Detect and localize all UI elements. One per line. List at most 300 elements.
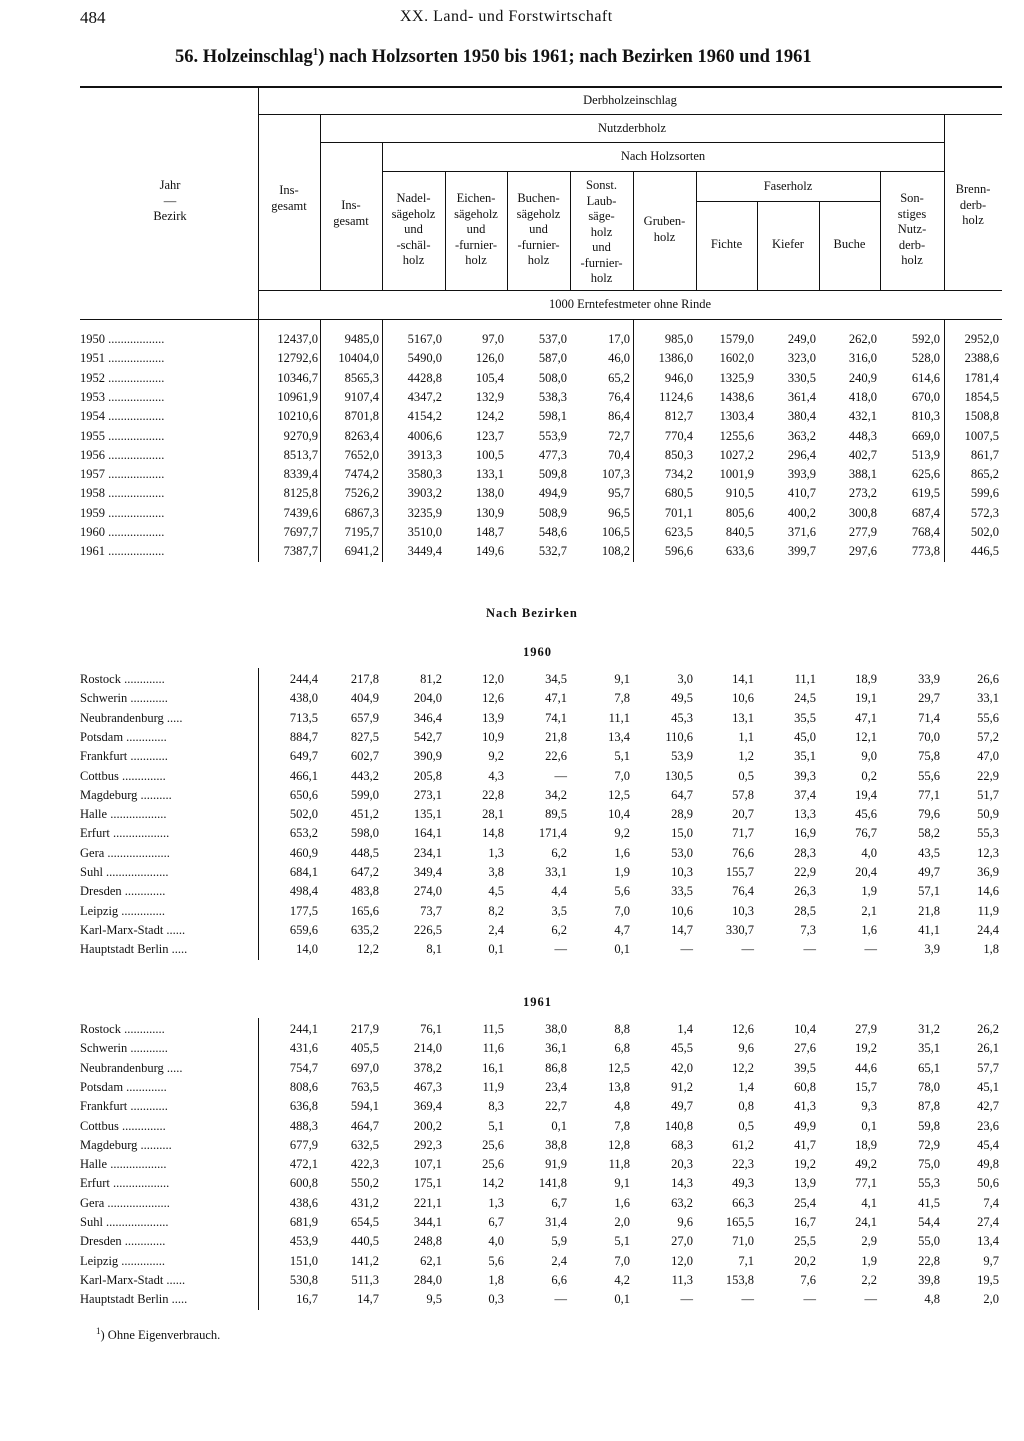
year-cell: 10210,6 (277, 409, 318, 424)
year-cell: 7387,7 (283, 544, 318, 559)
district-cell: 24,5 (794, 691, 816, 706)
year-row (80, 542, 1002, 561)
year-cell: 108,2 (601, 544, 630, 559)
district-cell: 49,3 (732, 1176, 754, 1191)
year-row-label: 1951 .................. (80, 351, 165, 366)
district-cell: 76,1 (420, 1022, 442, 1036)
district-cell: 12,0 (671, 1253, 693, 1268)
district-cell: 9,3 (861, 1099, 877, 1114)
district-cell: 7,1 (738, 1253, 754, 1268)
district-cell: 24,1 (855, 1215, 877, 1229)
district-cell: 26,3 (794, 884, 816, 899)
year-cell: 297,6 (848, 544, 877, 559)
district-cell: 542,7 (413, 729, 442, 744)
year-cell: 133,1 (475, 467, 504, 482)
district-row (80, 689, 1002, 708)
district-row-label: Hauptstadt Berlin ..... (80, 942, 188, 957)
district-cell: 205,8 (413, 768, 442, 783)
district-row-label: Schwerin ............ (80, 1041, 168, 1056)
district-cell: 53,9 (671, 749, 693, 764)
district-row-label: Gera .................... (80, 845, 170, 860)
year-cell: 553,9 (538, 428, 567, 443)
district-cell: 7,0 (614, 768, 630, 783)
district-cell: 78,0 (918, 1079, 940, 1094)
district-cell: 36,9 (977, 865, 999, 879)
district-cell: 0,8 (738, 1099, 754, 1114)
district-row (80, 786, 1002, 805)
district-cell: 9,1 (614, 1176, 630, 1191)
year-cell: 1602,0 (719, 351, 754, 366)
district-cell: 827,5 (350, 729, 379, 744)
district-row (80, 1097, 1002, 1116)
year-row (80, 427, 1002, 446)
district-cell: 653,2 (289, 826, 318, 841)
district-cell: 0,3 (488, 1292, 504, 1307)
district-cell: 697,0 (350, 1060, 379, 1075)
district-cell: 26,1 (977, 1041, 999, 1056)
district-cell: 22,7 (545, 1099, 567, 1114)
district-cell: 9,2 (488, 749, 504, 764)
district-cell: 26,6 (977, 672, 999, 686)
district-cell: 21,8 (545, 729, 567, 744)
year-cell: 810,3 (911, 409, 940, 424)
district-cell: — (803, 1292, 816, 1307)
district-row (80, 1194, 1002, 1213)
district-cell: 14,6 (977, 884, 999, 899)
district-cell: 6,2 (551, 922, 567, 937)
year-row (80, 523, 1002, 542)
district-cell: 204,0 (413, 691, 442, 706)
district-row-label: Cottbus .............. (80, 1118, 166, 1133)
district-cell: 39,8 (918, 1272, 940, 1287)
year-cell: 316,0 (848, 351, 877, 366)
year-cell: 8263,4 (344, 428, 379, 443)
district-cell: 72,9 (918, 1137, 940, 1152)
year-cell: 107,3 (601, 467, 630, 482)
district-cell: 464,7 (350, 1118, 379, 1133)
district-cell: 39,5 (794, 1060, 816, 1075)
district-row-label: Leipzig .............. (80, 903, 166, 918)
year-cell: 538,3 (538, 389, 567, 404)
district-cell: 43,5 (918, 845, 940, 860)
year-cell: 7697,7 (283, 525, 318, 539)
district-cell: 14,8 (482, 826, 504, 841)
district-cell: 45,6 (855, 807, 877, 822)
district-cell: 59,8 (918, 1118, 940, 1133)
district-cell: 165,6 (350, 903, 379, 918)
year-cell: 1325,9 (719, 370, 754, 385)
year-cell: 7195,7 (344, 525, 379, 539)
district-cell: 22,8 (482, 787, 504, 802)
district-cell: 22,3 (732, 1157, 754, 1172)
district-cell: 10,3 (671, 865, 693, 879)
col-header-buche: Buche (833, 237, 866, 251)
district-cell: 0,1 (614, 942, 630, 957)
district-cell: 1,3 (488, 845, 504, 860)
year-cell: 323,0 (787, 351, 816, 366)
district-cell: 8,8 (614, 1022, 630, 1036)
district-cell: 11,8 (608, 1157, 630, 1172)
year-cell: 8125,8 (283, 486, 318, 501)
year-cell: 701,1 (664, 505, 693, 520)
district-cell: 34,5 (545, 672, 567, 686)
year-cell: 277,9 (848, 525, 877, 539)
district-cell: 63,2 (671, 1195, 693, 1210)
district-cell: 61,2 (732, 1137, 754, 1152)
district-cell: 273,1 (413, 787, 442, 802)
district-cell: 7,8 (614, 691, 630, 706)
year-cell: 509,8 (538, 467, 567, 482)
district-cell: 20,3 (671, 1157, 693, 1172)
district-cell: 11,5 (482, 1022, 504, 1036)
district-cell: 81,2 (420, 672, 442, 686)
year-cell: 3235,9 (407, 505, 442, 520)
year-cell: 149,6 (475, 544, 504, 559)
district-cell: 13,8 (608, 1079, 630, 1094)
district-cell: 27,0 (671, 1234, 693, 1249)
district-cell: 598,0 (350, 826, 379, 841)
year-cell: 1854,5 (964, 389, 999, 404)
district-cell: 659,6 (289, 922, 318, 937)
district-row (80, 1039, 1002, 1058)
district-cell: 16,7 (794, 1215, 816, 1229)
district-cell: 2,0 (614, 1215, 630, 1229)
year-cell: 812,7 (664, 409, 693, 424)
district-cell: 55,3 (977, 826, 999, 841)
district-cell: 45,5 (671, 1041, 693, 1056)
year-row (80, 388, 1002, 407)
district-cell: 11,3 (671, 1272, 693, 1287)
table-title (175, 46, 812, 68)
district-cell: 28,3 (794, 845, 816, 860)
footnote-ref: 1 (312, 46, 319, 58)
district-cell: 677,9 (289, 1137, 318, 1152)
district-cell: 0,1 (614, 1292, 630, 1307)
district-cell: 12,6 (732, 1022, 754, 1036)
district-cell: 684,1 (289, 865, 318, 879)
district-cell: 438,6 (289, 1195, 318, 1210)
district-cell: 68,3 (671, 1137, 693, 1152)
district-cell: 6,7 (551, 1195, 567, 1210)
year-cell: 124,2 (475, 409, 504, 424)
district-cell: 31,4 (545, 1215, 567, 1229)
year-cell: 861,7 (970, 447, 999, 462)
district-cell: 65,1 (918, 1060, 940, 1075)
year-cell: 4006,6 (407, 428, 442, 443)
district-cell: 28,1 (482, 807, 504, 822)
district-row (80, 882, 1002, 901)
year-cell: 130,9 (475, 505, 504, 520)
district-cell: 66,3 (732, 1195, 754, 1210)
district-cell: 45,3 (671, 710, 693, 725)
year-cell: 448,3 (848, 428, 877, 443)
district-cell: 71,7 (732, 826, 754, 841)
year-cell: 12437,0 (277, 332, 318, 346)
district-cell: 20,4 (855, 865, 877, 879)
year-cell: 1001,9 (719, 467, 754, 482)
district-row-label: Rostock ............. (80, 672, 165, 686)
header-nach-holzsorten: Nach Holzsorten (620, 149, 706, 163)
year-row-label: 1955 .................. (80, 428, 165, 443)
district-cell: 49,9 (794, 1118, 816, 1133)
district-row (80, 1290, 1002, 1309)
district-cell: — (864, 1292, 877, 1307)
year-cell: 1508,8 (964, 409, 999, 424)
year-cell: 7474,2 (344, 467, 379, 482)
district-cell: 55,6 (977, 710, 999, 725)
district-cell: 91,2 (671, 1079, 693, 1094)
district-cell: 6,8 (614, 1041, 630, 1056)
district-row (80, 670, 1002, 689)
district-cell: 431,6 (289, 1041, 318, 1056)
district-cell: 19,4 (855, 787, 877, 802)
year-cell: 494,9 (538, 486, 567, 501)
col-header-buchensaegeholz: Buchen- sägeholz und -furnier- holz (516, 191, 561, 267)
district-cell: 45,1 (977, 1079, 999, 1094)
district-cell: 12,0 (482, 672, 504, 686)
district-cell: 502,0 (289, 807, 318, 822)
year-cell: 7439,6 (283, 505, 318, 520)
year-cell: 477,3 (538, 447, 567, 462)
year-row-label: 1956 .................. (80, 447, 165, 462)
district-cell: 141,2 (350, 1253, 379, 1268)
district-row-label: Magdeburg .......... (80, 787, 172, 802)
district-row-label: Schwerin ............ (80, 691, 168, 706)
district-cell: 2,1 (861, 903, 877, 918)
district-cell: 6,7 (488, 1215, 504, 1229)
year-cell: 410,7 (787, 486, 816, 501)
district-cell: 13,9 (794, 1176, 816, 1191)
district-cell: 171,4 (538, 826, 567, 841)
district-cell: 453,9 (289, 1234, 318, 1249)
year-cell: 3510,0 (407, 525, 442, 539)
header-rule-units-top (258, 290, 1002, 291)
year-cell: 418,0 (848, 389, 877, 404)
district-cell: 4,5 (488, 884, 504, 899)
district-cell: 16,9 (794, 826, 816, 841)
district-row (80, 844, 1002, 863)
district-cell: 13,4 (977, 1234, 999, 1249)
district-row-label: Suhl .................... (80, 865, 169, 879)
district-cell: — (803, 942, 816, 957)
district-row (80, 1252, 1002, 1271)
district-cell: 1,4 (738, 1079, 754, 1094)
district-cell: 19,2 (855, 1041, 877, 1056)
year-row (80, 369, 1002, 388)
district-cell: 12,5 (608, 1060, 630, 1075)
district-cell: 24,4 (977, 922, 999, 937)
district-cell: — (680, 942, 693, 957)
district-row-label: Dresden ............. (80, 1234, 166, 1249)
district-cell: 390,9 (413, 749, 442, 764)
district-row-label: Hauptstadt Berlin ..... (80, 1292, 188, 1307)
district-cell: 91,9 (545, 1157, 567, 1172)
district-cell: 808,6 (289, 1079, 318, 1094)
district-cell: — (741, 1292, 754, 1307)
district-row-label: Frankfurt ............ (80, 1099, 168, 1114)
district-cell: 4,3 (488, 768, 504, 783)
district-cell: 25,6 (482, 1157, 504, 1172)
district-cell: 19,5 (977, 1272, 999, 1287)
district-cell: 226,5 (413, 922, 442, 937)
year-cell: 96,5 (608, 505, 630, 520)
district-row-label: Karl-Marx-Stadt ...... (80, 922, 186, 937)
section-year-heading: 1960 (523, 645, 552, 659)
year-row-label: 1954 .................. (80, 409, 165, 424)
year-cell: 1303,4 (719, 409, 754, 424)
year-cell: 669,0 (911, 428, 940, 443)
year-cell: 123,7 (475, 428, 504, 443)
district-row-label: Rostock ............. (80, 1022, 165, 1036)
district-cell: 4,0 (488, 1234, 504, 1249)
district-cell: 60,8 (794, 1079, 816, 1094)
district-row-label: Dresden ............. (80, 884, 166, 899)
district-row-label: Suhl .................... (80, 1215, 169, 1229)
district-cell: 38,0 (545, 1022, 567, 1036)
district-cell: 422,3 (350, 1157, 379, 1172)
district-cell: 14,7 (357, 1292, 379, 1307)
district-cell: 16,7 (296, 1292, 318, 1307)
col-header-sonst-laubsaegeholz: Sonst. Laub- säge- holz und -furnier- holz (580, 178, 623, 285)
district-cell: 57,2 (977, 729, 999, 744)
district-cell: 86,8 (545, 1060, 567, 1075)
year-cell: 528,0 (911, 351, 940, 366)
district-cell: 483,8 (350, 884, 379, 899)
header-rule-derbholz (258, 114, 1002, 115)
district-cell: 431,2 (350, 1195, 379, 1210)
district-cell: 284,0 (413, 1272, 442, 1287)
district-cell: 9,2 (614, 826, 630, 841)
district-cell: 530,8 (289, 1272, 318, 1287)
district-row (80, 767, 1002, 786)
col-header-grubenholz: Gruben- holz (643, 214, 686, 244)
year-row-label: 1958 .................. (80, 486, 165, 501)
district-cell: 3,5 (551, 903, 567, 918)
district-cell: 14,3 (671, 1176, 693, 1191)
district-cell: 47,0 (977, 749, 999, 764)
district-cell: 602,7 (350, 749, 379, 764)
year-cell: 598,1 (538, 409, 567, 424)
year-cell: 46,0 (608, 351, 630, 366)
district-cell: 12,8 (608, 1137, 630, 1152)
district-cell: 50,6 (977, 1176, 999, 1191)
district-cell: 448,5 (350, 845, 379, 860)
district-row (80, 863, 1002, 882)
district-cell: 498,4 (289, 884, 318, 899)
district-cell: 34,2 (545, 787, 567, 802)
district-cell: 21,8 (918, 903, 940, 918)
year-cell: 3913,3 (407, 447, 442, 462)
year-cell: 363,2 (787, 428, 816, 443)
district-cell: 763,5 (350, 1079, 379, 1094)
district-cell: 31,2 (918, 1022, 940, 1036)
district-row-label: Frankfurt ............ (80, 749, 168, 764)
district-cell: 57,1 (918, 884, 940, 899)
district-cell: 19,1 (855, 691, 877, 706)
district-cell: 50,9 (977, 807, 999, 822)
district-cell: 77,1 (918, 787, 940, 802)
district-cell: 12,1 (855, 729, 877, 744)
year-row (80, 349, 1002, 368)
year-cell: 670,0 (911, 389, 940, 404)
year-cell: 734,2 (664, 467, 693, 482)
year-cell: 8565,3 (344, 370, 379, 385)
year-cell: 572,3 (970, 505, 999, 520)
year-cell: 910,5 (725, 486, 754, 501)
district-cell: 135,1 (413, 807, 442, 822)
district-cell: 12,3 (977, 845, 999, 860)
district-cell: 12,5 (608, 787, 630, 802)
district-cell: 62,1 (420, 1253, 442, 1268)
district-cell: 1,9 (861, 1253, 877, 1268)
district-cell: 550,2 (350, 1176, 379, 1191)
header-faserholz: Faserholz (763, 179, 813, 193)
district-row (80, 1271, 1002, 1290)
year-cell: 8701,8 (344, 409, 379, 424)
district-cell: 33,5 (671, 884, 693, 899)
district-cell: 18,9 (855, 672, 877, 686)
year-cell: 240,9 (848, 370, 877, 385)
year-cell: 865,2 (970, 467, 999, 482)
district-cell: 74,1 (545, 710, 567, 725)
district-cell: 4,1 (861, 1195, 877, 1210)
district-cell: 4,7 (614, 922, 630, 937)
year-cell: 633,6 (725, 544, 754, 559)
district-cell: 14,1 (732, 672, 754, 686)
col-header-nadelsaegeholz: Nadel- sägeholz und -schäl- holz (391, 191, 436, 267)
year-cell: 1386,0 (658, 351, 693, 366)
year-cell: 148,7 (475, 525, 504, 539)
district-cell: 1,6 (614, 845, 630, 860)
header-rule-nutzderbholz (320, 142, 944, 143)
year-cell: 9107,4 (344, 389, 379, 404)
district-row-label: Halle .................. (80, 807, 167, 822)
district-cell: 110,6 (665, 729, 693, 744)
year-cell: 850,3 (664, 447, 693, 462)
district-cell: 884,7 (289, 729, 318, 744)
year-cell: 65,2 (608, 370, 630, 385)
district-cell: 599,0 (350, 787, 379, 802)
district-cell: 440,5 (350, 1234, 379, 1249)
district-cell: 23,6 (977, 1118, 999, 1133)
district-cell: 9,6 (677, 1215, 693, 1229)
district-cell: 7,4 (983, 1195, 999, 1210)
district-cell: 9,6 (738, 1041, 754, 1056)
district-cell: 16,1 (482, 1060, 504, 1075)
district-cell: 0,1 (861, 1118, 877, 1133)
year-cell: 100,5 (475, 447, 504, 462)
year-cell: 548,6 (538, 525, 567, 539)
year-cell: 2388,6 (964, 351, 999, 366)
year-cell: 532,7 (538, 544, 567, 559)
year-cell: 840,5 (725, 525, 754, 539)
district-cell: 76,7 (855, 826, 877, 841)
year-row-label: 1952 .................. (80, 370, 165, 385)
col-header-derbholz-insgesamt: Ins- gesamt (271, 183, 307, 213)
district-cell: 12,2 (732, 1060, 754, 1075)
district-row (80, 921, 1002, 940)
year-cell: 1007,5 (964, 428, 999, 443)
district-row (80, 1232, 1002, 1251)
district-cell: 71,4 (918, 710, 940, 725)
year-cell: 10404,0 (338, 351, 379, 366)
district-cell: 654,5 (350, 1215, 379, 1229)
district-cell: 632,5 (350, 1137, 379, 1152)
year-cell: 8339,4 (283, 467, 318, 482)
footnote-mark: 1 (96, 1326, 101, 1336)
district-cell: 42,0 (671, 1060, 693, 1075)
district-cell: 33,1 (545, 865, 567, 879)
